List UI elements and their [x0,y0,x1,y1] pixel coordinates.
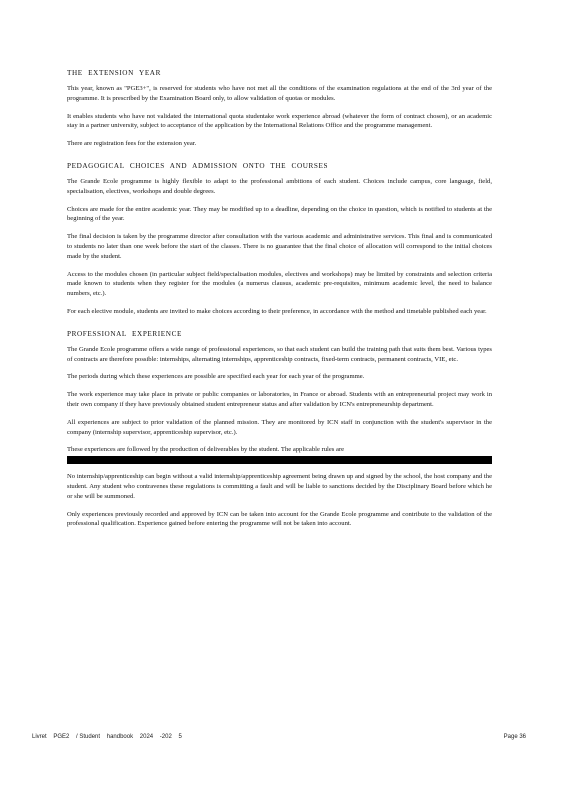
page-footer [32,734,526,740]
redaction-bar [67,456,492,464]
document-body [67,68,492,537]
paragraph: Only experiences previously recorded and approved by ICN can be taken into account for the Grande Ecole programme and contribute to the validation of the professional qualification. Experience gained before entering the programme will not be taken into account. [67,510,492,528]
paragraph: Access to the modules chosen (in particular subject field/specialisation modules, electives and workshops) may be limited by constraints and selection criteria made known to students when they register for the modules (a numerus clausus, academic pre-requisites, minimum academic level, the need to balance numbers, etc.). [67,270,492,298]
paragraph-text: These experiences are followed by the production of deliverables by the student. The applicable rules are [67,446,345,454]
footer-text: handbook [106,734,134,740]
section-heading-extension-year: THE EXTENSION YEAR [67,69,161,77]
footer-document-title [32,734,187,740]
paragraph: The periods during which these experiences are possible are specified each year for each year of the programme. [67,373,365,381]
paragraph: For each elective module, students are invited to make choices according to their preference, in accordance with the method and timetable published each year. [67,307,487,315]
paragraph: All experiences are subject to prior validation of the planned mission. They are monitored by ICN staff in conjunction with the student's supervisor in the company (internship supervisor, apprenticeship supervisor, etc.). [67,418,492,436]
paragraph: There are registration fees for the extension year. [67,140,197,148]
footer-text: / Student [76,734,101,740]
paragraph: The Grande Ecole programme is highly flexible to adapt to the professional ambitions of each student. Choices include campus, core language, field, specialisation, electives, workshops and double degrees. [67,177,492,195]
section-heading-pedagogical-choices: PEDAGOGICAL CHOICES AND ADMISSION ONTO THE COURSES [67,161,329,170]
paragraph: The work experience may take place in private or public companies or laboratories, in France or abroad. Students with an entrepreneurial project may work in their own company if they have previously obtained student entrepreneur status and after validation by ICN's entrepreneurship department. [67,391,492,408]
paragraph: Choices are made for the entire academic year. They may be modified up to a deadline, depending on the choice in question, which is notified to students at the beginning of the year. [67,205,492,223]
paragraph-with-redaction [67,445,492,464]
paragraph: The final decision is taken by the programme director after consultation with the various academic and administrative services. This final and is communicated to students no later than one week before the start of the classes. There is no guarantee that the final choice of allocation will correspond to the initial choices made by the student. [67,233,492,260]
page-number: Page 36 [503,734,526,740]
footer-text: 2024 [139,734,154,740]
paragraph: The Grande Ecole programme offers a wide range of professional experiences, so that each student can build the training path that suits them best. Various types of contracts are therefore possible: internships, alternating internships, apprenticeship contracts, fixed-term contracts, permanent contracts, VIE, etc. [67,345,492,363]
footer-text: PGE2 [53,734,70,740]
paragraph: No internship/apprenticeship can begin without a valid internship/apprenticeship agreement being drawn up and signed by the school, the host company and the student. Any student who contravenes these regulations is committing a fault and will be liable to sanctions decided by the Disciplinary Board before which he or she will be summoned. [67,473,492,500]
paragraph: This year, known as "PGE3+", is reserved for students who have not met all the conditions of the examination regulations at the end of the 3rd year of the programme. It is prescribed by the Examination Board only, to allow validation of quotas or modules. [67,85,492,102]
paragraph: It enables students who have not validated the international quota studentake work experience abroad (whatever the form of contract chosen), or an academic stay in a partner university, subject to acceptance of the application by the International Relations Office and the programme management. [67,112,492,130]
footer-text: -202 [159,734,172,740]
footer-text: Livret [32,734,47,740]
section-heading-professional-experience: PROFESSIONAL EXPERIENCE [67,329,182,338]
footer-text: 5 [178,734,182,740]
